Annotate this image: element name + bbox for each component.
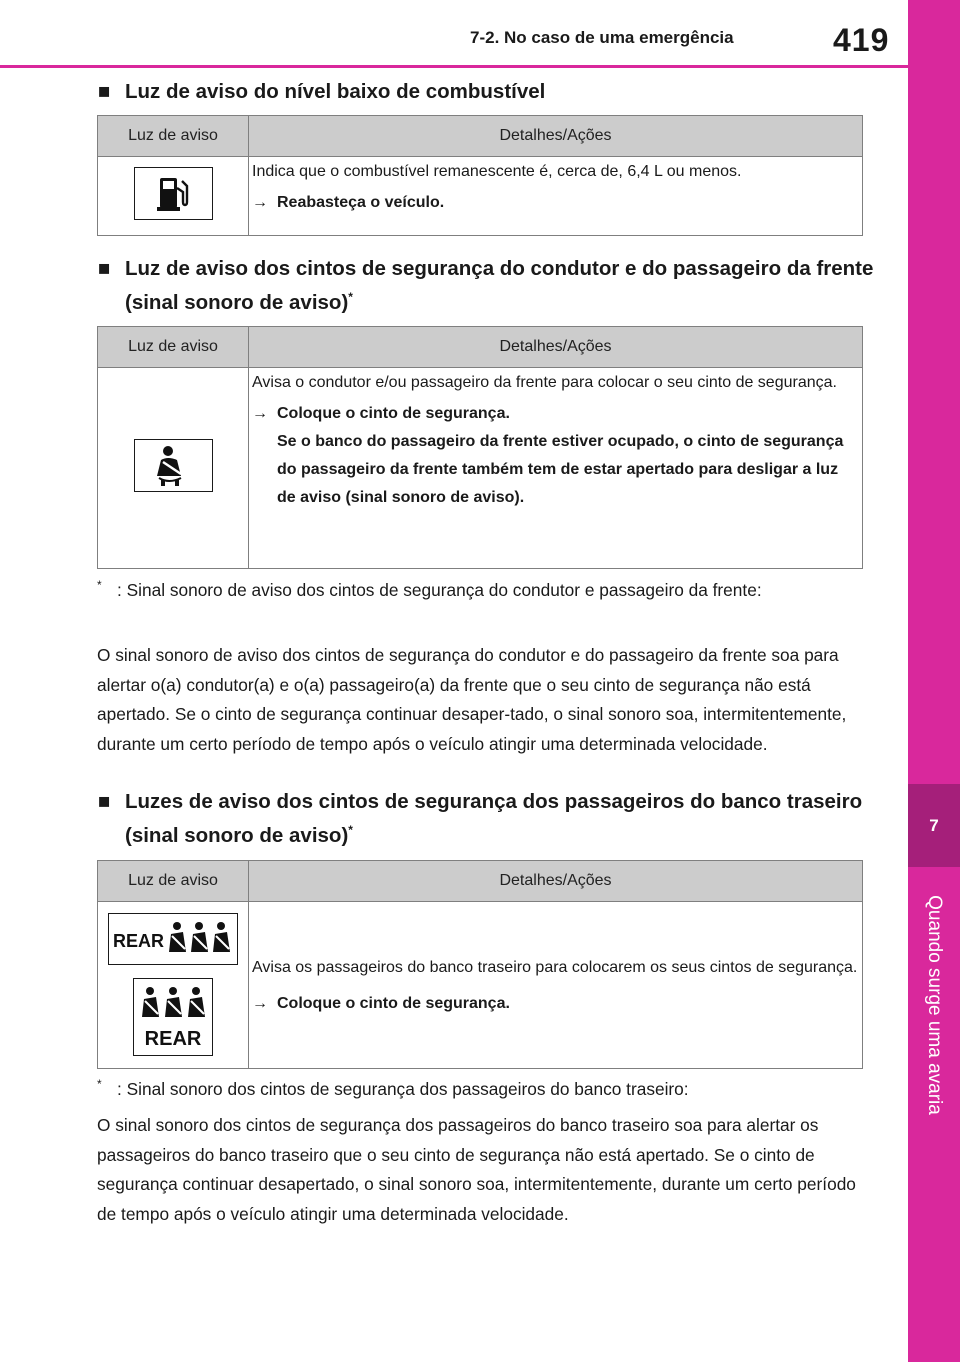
- rear-label: REAR: [113, 931, 165, 951]
- footnote-marker: *: [97, 1077, 102, 1091]
- column-header-light: Luz de aviso: [98, 327, 249, 368]
- action-text: → Coloque o cinto de segurança. Se o banco do passageiro da frente estiver ocupado, o cinto de segurança do passageiro da frente também tem de estar apertado para desligar a luz de aviso (sinal sonoro de aviso).: [252, 400, 858, 512]
- rear-label: REAR: [144, 1028, 202, 1050]
- details-text: Indica que o combustível remanescente é, cerca de, 6,4 L ou menos.: [252, 163, 742, 180]
- table-row: [98, 902, 863, 1069]
- fuel-warning-table: [97, 115, 863, 236]
- fuel-section-title: ■ Luz de aviso do nível baixo de combustível: [98, 75, 878, 109]
- rear-belt-section-title: ■ Luzes de aviso dos cintos de segurança dos passageiros do banco traseiro (sinal sonoro de aviso)*: [98, 785, 878, 853]
- seatbelt-icon: [134, 439, 213, 492]
- icon-cell: [98, 157, 249, 236]
- icon-cell: [98, 902, 249, 1069]
- front-belt-footnote: * : Sinal sonoro de aviso dos cintos de segurança do condutor e passageiro da frente:: [97, 576, 867, 606]
- bullet-icon: ■: [98, 790, 111, 813]
- rear-seatbelt-horizontal-icon: [108, 913, 238, 965]
- arrow-icon: →: [252, 194, 268, 211]
- details-text: Avisa os passageiros do banco traseiro para colocarem os seus cintos de segurança.: [252, 958, 858, 976]
- table-row: [98, 368, 863, 569]
- details-cell: [249, 368, 863, 569]
- page-number: 419: [833, 22, 890, 58]
- chapter-label: Quando surge uma avaria: [924, 895, 945, 1115]
- header-divider: [0, 65, 908, 68]
- footnote-marker: *: [97, 578, 102, 592]
- action-extra-text: Se o banco do passageiro da frente estiver ocupado, o cinto de segurança do passageiro da frente também tem de estar apertado para desligar a luz de aviso (sinal sonoro de aviso).: [277, 433, 844, 506]
- action-text: → Coloque o cinto de segurança.: [252, 990, 858, 1018]
- column-header-light: Luz de aviso: [98, 861, 249, 902]
- front-belt-section-title: ■ Luz de aviso dos cintos de segurança do condutor e do passageiro da frente (sinal sonoro de aviso)*: [98, 252, 878, 320]
- front-belt-warning-table: [97, 326, 863, 569]
- rear-belt-footnote: * : Sinal sonoro dos cintos de segurança dos passageiros do banco traseiro:: [97, 1075, 867, 1105]
- footnote-marker: *: [348, 290, 353, 305]
- arrow-icon: →: [252, 994, 268, 1012]
- fuel-pump-icon: [134, 167, 213, 220]
- front-belt-paragraph: O sinal sonoro de aviso dos cintos de segurança do condutor e do passageiro da frente soa para alertar o(a) condutor(a) e o(a) passageiro(a) da frente que o seu cinto de segurança não está apertado. Se o cinto de segurança continuar desaper-tado, o sinal sonoro soa, intermitentemente, durante um certo período de tempo após o veículo atingir uma determinada velocidade.: [97, 645, 847, 754]
- rear-seatbelt-vertical-icon: [133, 978, 213, 1056]
- column-header-details: Detalhes/Ações: [249, 327, 863, 368]
- details-cell: [249, 902, 863, 1069]
- arrow-icon: →: [252, 405, 268, 422]
- rear-belt-paragraph: O sinal sonoro dos cintos de segurança dos passageiros do banco traseiro soa para alertar os passageiros do banco traseiro que o seu cinto de segurança não está apertado. Se o cinto de segurança continuar desapertado, o sinal sonoro soa, intermitentemente, durante um certo período de tempo após o veículo atingir uma determinada velocidade.: [97, 1115, 856, 1224]
- column-header-light: Luz de aviso: [98, 116, 249, 157]
- column-header-details: Detalhes/Ações: [249, 861, 863, 902]
- details-cell: [249, 157, 863, 236]
- section-header: 7-2. No caso de uma emergência: [470, 28, 734, 47]
- footnote-marker: *: [348, 823, 353, 838]
- rear-belt-warning-table: [97, 860, 863, 1069]
- details-text: Avisa o condutor e/ou passageiro da frente para colocar o seu cinto de segurança.: [252, 374, 837, 391]
- bullet-icon: ■: [98, 80, 111, 103]
- chapter-sidebar: [908, 0, 960, 1362]
- column-header-details: Detalhes/Ações: [249, 116, 863, 157]
- icon-cell: [98, 368, 249, 569]
- table-row: [98, 157, 863, 236]
- bullet-icon: ■: [98, 257, 111, 280]
- chapter-number: 7: [908, 784, 960, 867]
- action-text: → Reabasteça o veículo.: [252, 189, 858, 217]
